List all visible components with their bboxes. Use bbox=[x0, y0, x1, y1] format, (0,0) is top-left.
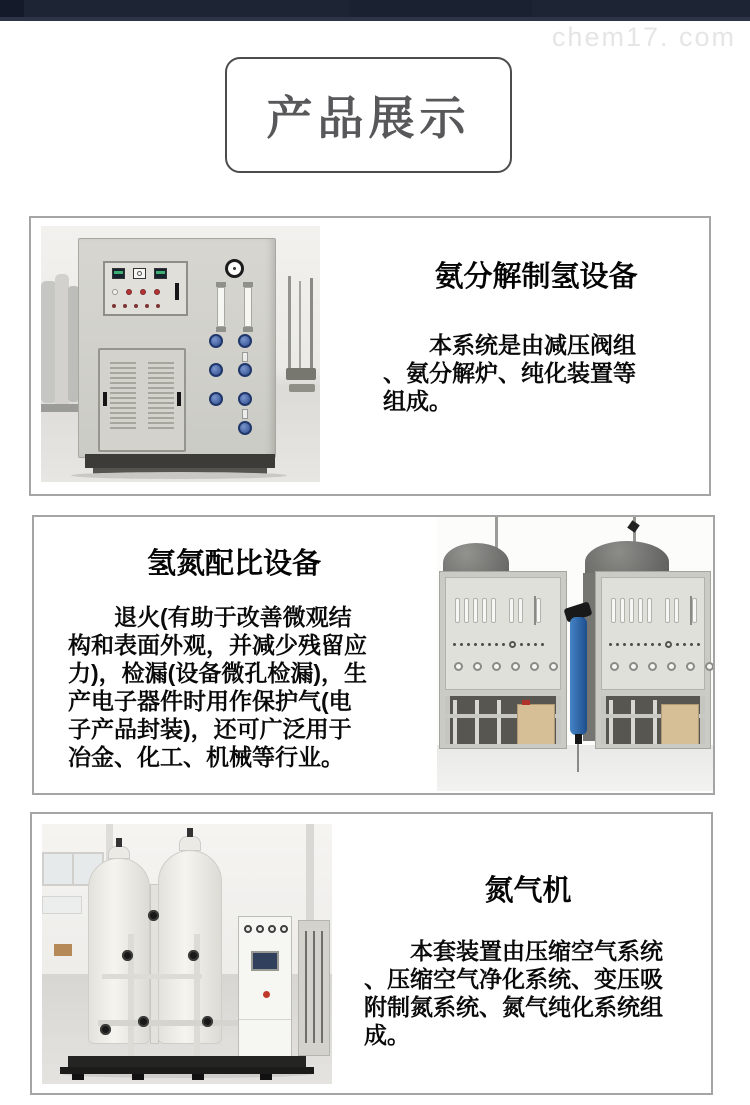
vent-slot bbox=[305, 931, 307, 1043]
deco-tube bbox=[620, 598, 625, 623]
product-card-hydrogen-nitrogen-ratio bbox=[32, 515, 715, 795]
valve-handwheel bbox=[138, 1016, 149, 1027]
vent-slot bbox=[313, 931, 315, 1043]
valve-handwheel bbox=[148, 910, 159, 921]
indicator-light bbox=[112, 289, 118, 295]
deco-dot bbox=[467, 643, 470, 646]
site-watermark: chem17. com bbox=[551, 22, 736, 52]
control-panel bbox=[103, 261, 188, 316]
pipe bbox=[102, 974, 202, 979]
deco-tube bbox=[482, 598, 487, 623]
louvline bbox=[148, 372, 174, 374]
top-bar bbox=[0, 0, 750, 21]
pipe bbox=[631, 700, 635, 744]
cabinet-base bbox=[85, 454, 275, 468]
product-card-ammonia-hydrogen bbox=[29, 216, 711, 496]
pipe-fitting bbox=[242, 352, 248, 362]
flow-meter-tube bbox=[244, 287, 252, 327]
deco-dot bbox=[690, 643, 693, 646]
deco-tube bbox=[491, 598, 496, 623]
equipment-cabinet-left bbox=[439, 571, 567, 749]
description-line: 本套装置由压缩空气系统 bbox=[410, 938, 663, 964]
port-hole-row bbox=[610, 662, 713, 671]
deco-tube bbox=[638, 598, 643, 623]
product-description bbox=[364, 937, 663, 1049]
indicator-light bbox=[154, 289, 160, 295]
section-title: 产品展示 bbox=[266, 92, 471, 144]
skid-rail bbox=[60, 1067, 314, 1074]
deco-knob bbox=[238, 392, 252, 406]
deco-dot bbox=[541, 643, 544, 646]
valve-handwheel bbox=[100, 1024, 111, 1035]
deco-dot bbox=[623, 643, 626, 646]
louvline bbox=[110, 367, 136, 369]
component-box bbox=[517, 704, 555, 744]
flow-meter-fitting bbox=[216, 327, 226, 332]
drain-tube bbox=[577, 744, 579, 772]
louvline bbox=[148, 407, 174, 409]
front-panel bbox=[445, 577, 561, 690]
screw-dot-row bbox=[453, 641, 544, 648]
pipe bbox=[98, 1020, 248, 1026]
dial-meter bbox=[133, 268, 146, 279]
gauge-needle-hub bbox=[233, 267, 236, 270]
louvline bbox=[148, 362, 174, 364]
deco-tube bbox=[674, 598, 679, 623]
valve-knob bbox=[238, 421, 252, 435]
deco-smalldot bbox=[112, 304, 116, 308]
deco-circle bbox=[610, 662, 619, 671]
valve-handwheel bbox=[202, 1016, 213, 1027]
panel-divider bbox=[534, 596, 536, 625]
tower-vent bbox=[187, 828, 193, 837]
skid-foot bbox=[72, 1074, 84, 1080]
deco-circle bbox=[629, 662, 638, 671]
deco-dot bbox=[488, 643, 491, 646]
frame-leg bbox=[700, 696, 705, 744]
deco-knob bbox=[238, 334, 252, 348]
deco-dot bbox=[651, 643, 654, 646]
louvline bbox=[110, 392, 136, 394]
description-line: 子产品封装)，还可广泛用于 bbox=[68, 716, 352, 742]
background-tank-base bbox=[41, 404, 81, 412]
deco-dot bbox=[453, 643, 456, 646]
deco-dot bbox=[697, 643, 700, 646]
deco-dot bbox=[527, 643, 530, 646]
deco-circle bbox=[511, 662, 520, 671]
deco-dot bbox=[495, 643, 498, 646]
deco-light bbox=[256, 925, 264, 933]
pipe bbox=[609, 700, 613, 744]
digital-meter bbox=[154, 268, 167, 279]
flow-meter-tube bbox=[217, 287, 225, 327]
deco-knob bbox=[238, 363, 252, 377]
product-description bbox=[383, 331, 636, 415]
description-line: 力)，检漏(设备微孔检漏)，生 bbox=[68, 660, 367, 686]
control-cabinet bbox=[238, 916, 292, 1058]
meter-row bbox=[112, 268, 167, 279]
deco-circle bbox=[492, 662, 501, 671]
screw-dot-row bbox=[609, 641, 700, 648]
louvline bbox=[110, 422, 136, 424]
deco-tube bbox=[536, 598, 541, 623]
louver-panel bbox=[110, 362, 136, 442]
emergency-button bbox=[263, 991, 270, 998]
deco-dot bbox=[520, 643, 523, 646]
louvline bbox=[110, 387, 136, 389]
description-line: 、压缩空气净化系统、变压吸 bbox=[364, 966, 663, 992]
deco-tube bbox=[692, 598, 697, 623]
flow-meter-row bbox=[455, 598, 541, 623]
deco-light bbox=[244, 925, 252, 933]
tower-vent bbox=[116, 838, 122, 847]
port-hole-row bbox=[454, 662, 558, 671]
deco-dot bbox=[616, 643, 619, 646]
description-line: 组成。 bbox=[383, 388, 452, 414]
switch-slot bbox=[175, 283, 179, 300]
deco-dot bbox=[474, 643, 477, 646]
deco-knob bbox=[209, 334, 223, 348]
description-line: 退火(有助于改善微观结 bbox=[114, 604, 352, 630]
deco-circle bbox=[667, 662, 676, 671]
deco-dot bbox=[637, 643, 640, 646]
deco-dot bbox=[644, 643, 647, 646]
frame-leg bbox=[445, 696, 450, 744]
deco-circle bbox=[705, 662, 713, 671]
deco-dot bbox=[534, 643, 537, 646]
deco-knob bbox=[209, 392, 223, 406]
pipe bbox=[453, 700, 457, 744]
meter-display bbox=[156, 271, 165, 274]
louvline bbox=[148, 417, 174, 419]
pipe-valve bbox=[627, 520, 640, 533]
meter-display bbox=[114, 271, 123, 274]
floor-shadow bbox=[71, 472, 287, 479]
description-line: 产电子器件时用作保护气(电 bbox=[68, 688, 352, 714]
description-line: 构和表面外观，并减少残留应 bbox=[68, 632, 367, 658]
louver-panel bbox=[148, 362, 174, 442]
section-title-box bbox=[225, 57, 512, 173]
front-panel bbox=[601, 577, 705, 690]
button-row bbox=[112, 304, 160, 308]
window-frame bbox=[72, 854, 74, 884]
deco-smalldot bbox=[145, 304, 149, 308]
product-photo-hydrogen-nitrogen-equipment bbox=[437, 517, 713, 791]
deco-circle bbox=[473, 662, 482, 671]
pipe bbox=[475, 700, 479, 744]
air-filter bbox=[570, 617, 587, 735]
piping-bay bbox=[445, 696, 561, 744]
flow-meter-fitting bbox=[243, 327, 253, 332]
frame-leg bbox=[556, 696, 561, 744]
deco-circle bbox=[549, 662, 558, 671]
valve-handwheel bbox=[188, 950, 199, 961]
deco-dot bbox=[683, 643, 686, 646]
louvline bbox=[148, 392, 174, 394]
deco-tube bbox=[647, 598, 652, 623]
louvline bbox=[148, 367, 174, 369]
side-panel bbox=[298, 920, 330, 1056]
description-line: 本系统是由减压阀组 bbox=[429, 332, 636, 358]
deco-tube bbox=[611, 598, 616, 623]
deco-tube bbox=[629, 598, 634, 623]
valve-handwheel bbox=[122, 950, 133, 961]
background-tank bbox=[55, 274, 69, 408]
deco-tube bbox=[665, 598, 670, 623]
deco-tube bbox=[464, 598, 469, 623]
component-box bbox=[661, 704, 699, 744]
product-title: 氢氮配比设备 bbox=[146, 548, 321, 580]
frame-leg bbox=[601, 696, 606, 744]
indicator-light-row bbox=[112, 289, 160, 295]
indicator-light-row bbox=[244, 925, 288, 933]
background-equipment bbox=[289, 384, 315, 392]
panel-divider bbox=[690, 596, 692, 625]
deco-dot bbox=[502, 643, 505, 646]
louvline bbox=[148, 402, 174, 404]
product-description bbox=[68, 603, 367, 771]
deco-smalldot bbox=[134, 304, 138, 308]
louvline bbox=[148, 382, 174, 384]
deco-circle bbox=[648, 662, 657, 671]
description-line: 成。 bbox=[364, 1022, 410, 1048]
deco-light bbox=[268, 925, 276, 933]
deco-dot bbox=[609, 643, 612, 646]
door-handle bbox=[103, 392, 107, 406]
louvline bbox=[148, 377, 174, 379]
deco-dot bbox=[676, 643, 679, 646]
adsorption-tower bbox=[158, 850, 222, 1044]
deco-circle bbox=[530, 662, 539, 671]
tower-cap bbox=[179, 836, 201, 851]
deco-dot bbox=[665, 641, 672, 648]
louvline bbox=[148, 427, 174, 429]
background-column bbox=[288, 276, 291, 376]
louvline bbox=[148, 387, 174, 389]
background-equipment bbox=[286, 368, 316, 380]
description-line: 冶金、化工、机械等行业。 bbox=[68, 744, 344, 770]
background-column bbox=[299, 281, 301, 376]
product-photo-ammonia-hydrogen-equipment bbox=[41, 226, 320, 482]
factory-window bbox=[42, 896, 82, 914]
louvline bbox=[110, 377, 136, 379]
cabinet-seam bbox=[239, 1019, 291, 1020]
louvline bbox=[110, 372, 136, 374]
louvline bbox=[110, 397, 136, 399]
skid-foot bbox=[260, 1074, 272, 1080]
pressure-gauge bbox=[225, 259, 244, 278]
louvline bbox=[110, 427, 136, 429]
deco-circle bbox=[454, 662, 463, 671]
deco-dot bbox=[630, 643, 633, 646]
description-line: 、氨分解炉、纯化装置等 bbox=[383, 360, 636, 386]
digital-meter bbox=[112, 268, 125, 279]
louvline bbox=[110, 402, 136, 404]
description-line: 附制氮系统、氮气纯化系统组 bbox=[364, 994, 663, 1020]
deco-dot bbox=[481, 643, 484, 646]
deco-dot bbox=[460, 643, 463, 646]
door-handle bbox=[177, 392, 181, 406]
skid-foot bbox=[132, 1074, 144, 1080]
deco-light bbox=[280, 925, 288, 933]
indicator-light bbox=[140, 289, 146, 295]
product-card-nitrogen-generator bbox=[30, 812, 713, 1095]
deco-knob bbox=[209, 363, 223, 377]
deco-dot bbox=[509, 641, 516, 648]
equipment-cabinet-right bbox=[595, 571, 711, 749]
deco-smalldot bbox=[156, 304, 160, 308]
meter-dial bbox=[137, 271, 142, 276]
louvline bbox=[148, 412, 174, 414]
indicator-light bbox=[126, 289, 132, 295]
flow-meter-row bbox=[611, 598, 697, 623]
louvline bbox=[110, 412, 136, 414]
floor bbox=[437, 745, 713, 791]
louvline bbox=[110, 417, 136, 419]
louvline bbox=[148, 397, 174, 399]
louvline bbox=[110, 382, 136, 384]
valve-knob-group bbox=[209, 334, 252, 406]
deco-dot bbox=[658, 643, 661, 646]
deco-smalldot bbox=[123, 304, 127, 308]
warning-label bbox=[522, 700, 530, 705]
vent-slot bbox=[321, 931, 323, 1043]
louver-door bbox=[98, 348, 186, 452]
background-column bbox=[310, 278, 313, 378]
pipe bbox=[497, 700, 501, 744]
piping-bay bbox=[601, 696, 705, 744]
product-title: 氨分解制氢设备 bbox=[434, 261, 638, 293]
deco-tube bbox=[509, 598, 514, 623]
pipe bbox=[653, 700, 657, 744]
skid-foot bbox=[192, 1074, 204, 1080]
product-title: 氮气机 bbox=[484, 875, 572, 907]
louvline bbox=[110, 407, 136, 409]
deco-tube bbox=[473, 598, 478, 623]
deco-tube bbox=[518, 598, 523, 623]
background-pallet bbox=[54, 944, 72, 956]
product-photo-nitrogen-generator bbox=[42, 824, 332, 1084]
deco-tube bbox=[455, 598, 460, 623]
display-screen bbox=[251, 951, 279, 971]
louvline bbox=[110, 362, 136, 364]
pipe-fitting bbox=[242, 409, 248, 419]
top-bar-strip bbox=[0, 17, 750, 21]
louvline bbox=[148, 422, 174, 424]
filter-drain bbox=[575, 734, 582, 744]
deco-circle bbox=[686, 662, 695, 671]
